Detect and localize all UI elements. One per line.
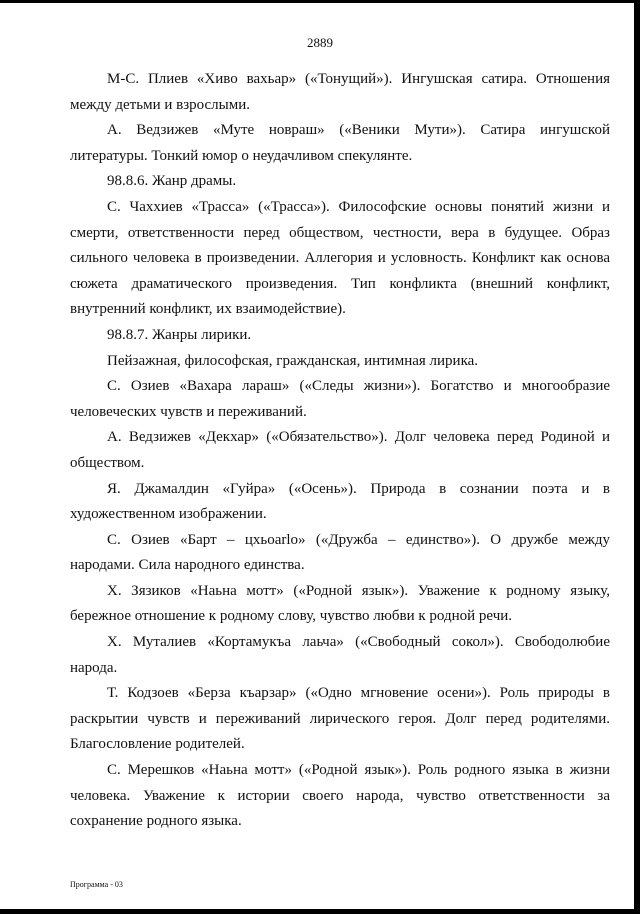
paragraph-mutaliev: Х. Муталиев «Кортамукъа лаьча» («Свободный сокол»). Свободолюбие народа. [70, 634, 610, 676]
section-heading-drama: 98.8.6. Жанр драмы. [107, 173, 237, 190]
paragraph-lyrics-types: Пейзажная, философская, гражданская, интимная лирика. [107, 352, 479, 369]
paragraph-oziev-vakhara: С. Озиев «Вахара лараш» («Следы жизни»). Богатство и многообразие человеческих чувств и переживаний. [70, 378, 610, 420]
paragraph-kodzoev: Т. Кодзоев «Берза къарзар» («Одно мгновение осени»). Роль природы в раскрытии чувств и переживаний лирического героя. Долг перед родителями. Благословление родителей. [70, 685, 610, 753]
paragraph-mereshkov: С. Мерешков «Наьна мотт» («Родной язык»). Роль родного языка в жизни человека. Уважение к истории своего народа, чувство ответственности за сохранение родного языка. [70, 762, 610, 830]
footer-program-label: Программа - 03 [70, 880, 123, 889]
page-number: 2889 [307, 35, 333, 50]
paragraph-zyazikov: Х. Зязиков «Наьна мотт» («Родной язык»). Уважение к родному языку, бережное отношение к родному слову, чувство любви к родной речи. [70, 582, 610, 625]
paragraph-dzhamaldin: Я. Джамалдин «Гуйра» («Осень»). Природа в сознании поэта и в художественном изображении. [70, 480, 610, 523]
paragraph-vedzizhev-mute: А. Ведзижев «Муте новраш» («Веники Мути»). Сатира ингушской литературы. Тонкий юмор о неудачливом спекулянте. [70, 122, 610, 164]
document-body [70, 67, 610, 835]
paragraph-chakhiev: С. Чаххиев «Трасса» («Трасса»). Философские основы понятий жизни и смерти, ответственности перед обществом, честности, вера в будущее. Образ сильного человека в произведении. Аллегория и условность. Конфликт как основа сюжета драматического произведения. Тип конфликта (внешний конфликт, внутренний конфликт, их взаимодействие). [70, 198, 610, 318]
section-heading-lyrics: 98.8.7. Жанры лирики. [107, 326, 252, 343]
paragraph-oziev-bart: С. Озиев «Барт – цхьоаrlо» («Дружба – единство»). О дружбе между народами. Сила народного единства. [70, 531, 610, 574]
paragraph-pliev: М-С. Плиев «Хиво вахьар» («Тонущий»). Ингушская сатира. Отношения между детьми и взрослыми. [70, 71, 610, 113]
paragraph-vedzizhev-dekkhar: А. Ведзижев «Декхар» («Обязательство»). Долг человека перед Родиной и обществом. [70, 429, 610, 471]
